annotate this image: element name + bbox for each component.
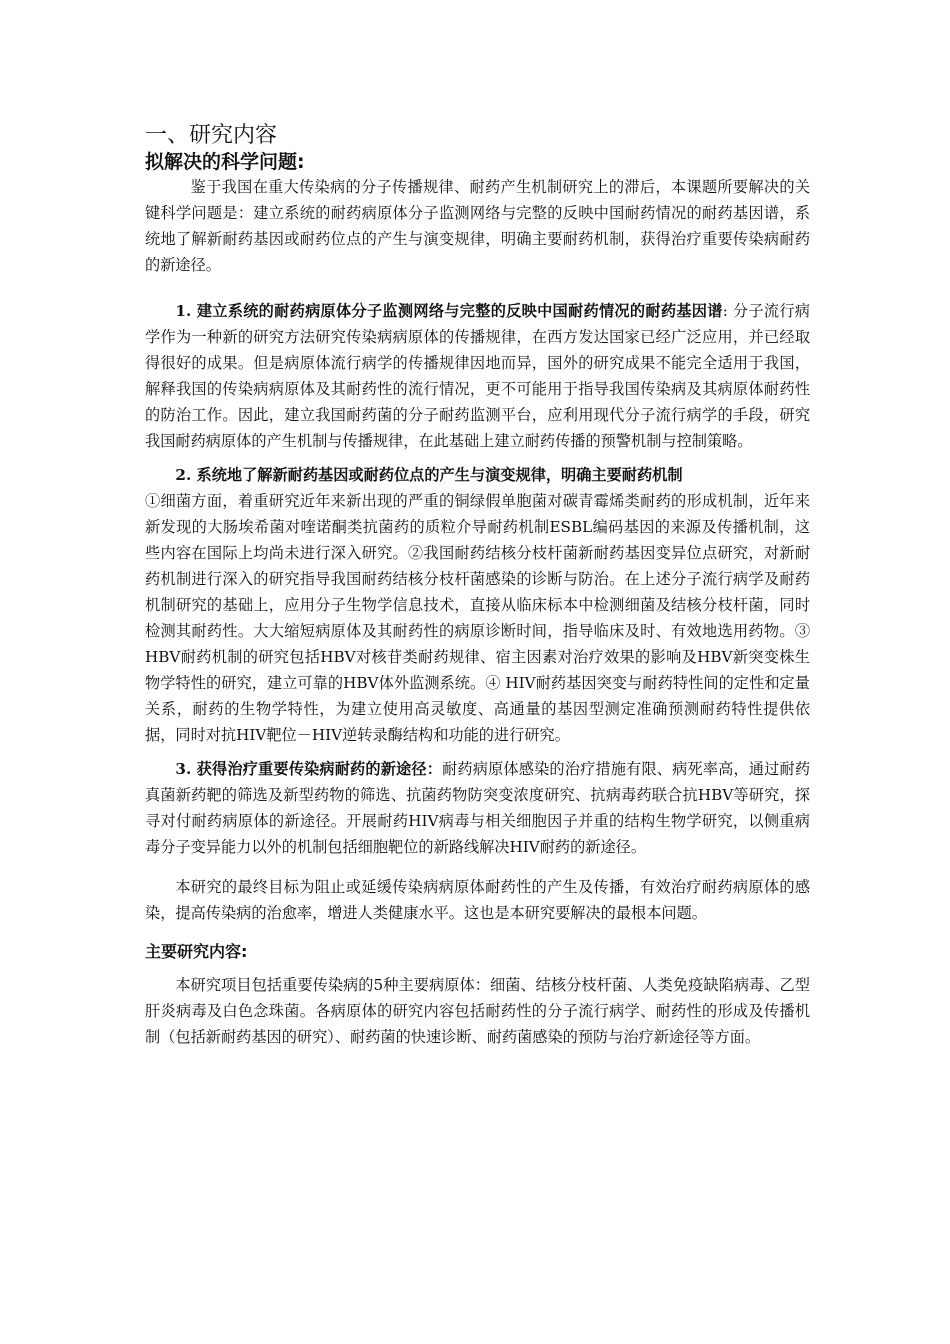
- item-3-paragraph: [145, 756, 810, 860]
- item-1-title: 1. 建立系统的耐药病原体分子监测网络与完整的反映中国耐药情况的耐药基因谱: [175, 302, 723, 320]
- item-3-title: 3. 获得治疗重要传染病耐药的新途径：: [175, 760, 443, 778]
- main-content-paragraph: 本研究项目包括重要传染病的5种主要病原体：细菌、结核分枝杆菌、人类免疫缺陷病毒、乙型肝炎病毒及白色念珠菌。各病原体的研究内容包括耐药性的分子流行病学、耐药性的形成及传播机制（包括新耐药基因的研究）、耐药菌的快速诊断、耐药菌感染的预防与治疗新途径等方面。: [145, 976, 810, 1046]
- subsection-heading-main-content: 主要研究内容:: [145, 942, 248, 961]
- item-2-body: ①细菌方面，着重研究近年来新出现的严重的铜绿假单胞菌对碳青霉烯类耐药的形成机制，近年来新发现的大肠埃希菌对喹诺酮类抗菌药的质粒介导耐药机制ESBL编码基因的来源及传播机制，这些内容在国际上均尚未进行深入研究。②我国耐药结核分枝杆菌新耐药基因变异位点研究，对新耐药机制进行深入的研究指导我国耐药结核分枝杆菌感染的诊断与防治。在上述分子流行病学及耐药机制研究的基础上，应用分子生物学信息技术，直接从临床标本中检测细菌及结核分枝杆菌，同时检测其耐药性。大大缩短病原体及其耐药性的病原诊断时间，指导临床及时、有效地选用药物。③ HBV耐药机制的研究包括HBV对核苷类耐药规律、宿主因素对治疗效果的影响及HBV新突变株生物学特性的研究，建立可靠的HBV体外监测系统。④ HIV耐药基因突变与耐药特性间的定性和定量关系，耐药的生物学特性，为建立使用高灵敏度、高通量的基因型测定准确预测耐药特性提供依据，同时对抗HIV靶位－HIV逆转录酶结构和功能的进行研究。: [145, 492, 810, 744]
- item-2-title-paragraph: [145, 462, 810, 488]
- section-heading: 一、研究内容: [145, 123, 278, 148]
- item-1-paragraph: [145, 298, 810, 454]
- goal-paragraph: 本研究的最终目标为阻止或延缓传染病病原体耐药性的产生及传播，有效治疗耐药病原体的感染，提高传染病的治愈率，增进人类健康水平。这也是本研究要解决的最根本问题。: [145, 878, 810, 922]
- item-2-title: 2. 系统地了解新耐药基因或耐药位点的产生与演变规律，明确主要耐药机制: [175, 466, 683, 484]
- subsection-heading-problems: 拟解决的科学问题:: [145, 151, 305, 173]
- item-3-body: 耐药病原体感染的治疗措施有限、病死率高，通过耐药真菌新药靶的筛选及新型药物的筛选、抗菌药物防突变浓度研究、抗病毒药联合抗HBV等研究，探寻对付耐药病原体的新途径。开展耐药HIV病毒与相关细胞因子并重的结构生物学研究，以侧重病毒分子变异能力以外的机制包括细胞靶位的新路线解决HIV耐药的新途径。: [145, 760, 811, 856]
- document-body: [145, 122, 810, 1050]
- item-1-body: : 分子流行病学作为一种新的研究方法研究传染病病原体的传播规律，在西方发达国家已经广泛应用，并已经取得很好的成果。但是病原体流行病学的传播规律因地而异，国外的研究成果不能完全适用于我国，解释我国的传染病病原体及其耐药性的流行情况，更不可能用于指导我国传染病及其病原体耐药性的防治工作。因此，建立我国耐药菌的分子耐药监测平台，应利用现代分子流行病学的手段，研究我国耐药病原体的产生机制与传播规律，在此基础上建立耐药传播的预警机制与控制策略。: [145, 302, 810, 450]
- intro-paragraph: 鉴于我国在重大传染病的分子传播规律、耐药产生机制研究上的滞后，本课题所要解决的关键科学问题是：建立系统的耐药病原体分子监测网络与完整的反映中国耐药情况的耐药基因谱，系统地了解新耐药基因或耐药位点的产生与演变规律，明确主要耐药机制，获得治疗重要传染病耐药的新途径。: [145, 178, 810, 274]
